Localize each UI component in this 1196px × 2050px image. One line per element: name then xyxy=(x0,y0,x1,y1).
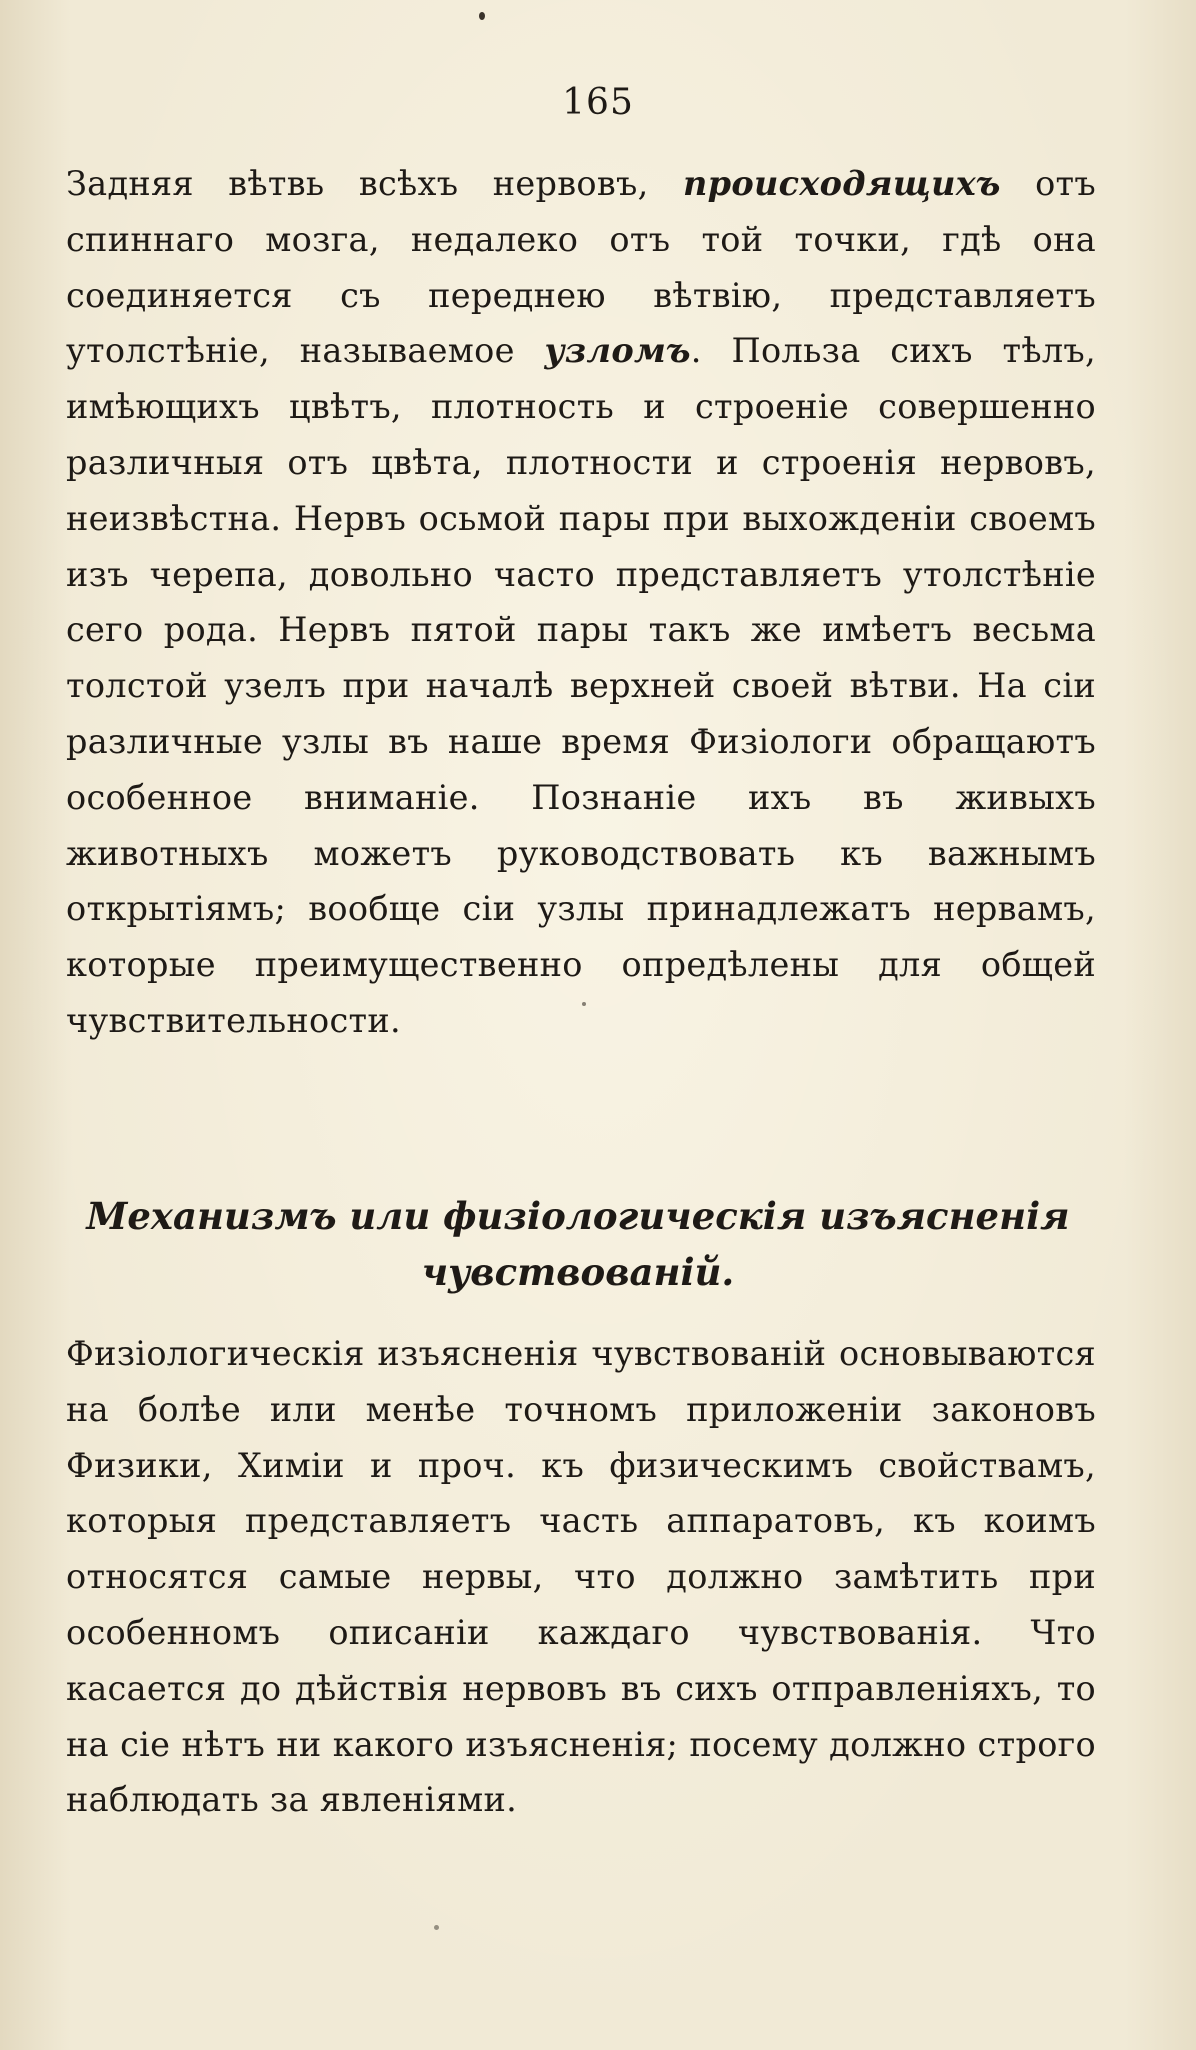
paragraph-1-text-a: Задняя вѣтвь всѣхъ нервовъ, xyxy=(66,164,683,203)
emphasis-proiskhodyashchikh: происходящихъ xyxy=(682,164,1001,203)
paragraph-nerve-ganglia xyxy=(66,156,1096,1049)
section-heading-line-2: чувствованій. xyxy=(421,1250,735,1294)
paragraph-physiological-explanations: Физіологическія изъясненія чувствованій основываются на болѣе или менѣе точномъ приложеніи законовъ Физики, Химіи и проч. къ физическимъ свойствамъ, которыя представляетъ часть аппаратовъ, къ коимъ относятся самые нервы, что должно замѣтить при особенномъ описаніи каждаго чувствованія. Что касается до дѣйствія нервовъ въ сихъ отправленіяхъ, то на сіе нѣтъ ни какого изъясненія; посему должно строго наблюдать за явленіями. xyxy=(66,1334,1096,1820)
page-number: 165 xyxy=(562,82,634,123)
paragraph-1-text-c: . Польза сихъ тѣлъ, имѣющихъ цвѣтъ, плотность и строеніе совершенно различныя отъ цвѣта, плотности и строенія нервовъ, неизвѣстна. Нервъ осьмой пары при выхожденіи своемъ изъ черепа, довольно часто представляетъ утолстѣніе сего рода. Нервъ пятой пары такъ же имѣетъ весьма толстой узелъ при началѣ верхней своей вѣтви. На сіи различные узлы въ наше время Физіологи обращаютъ особенное вниманіе. Познаніе ихъ въ живыхъ животныхъ можетъ руководствовать къ важнымъ открытіямъ; вообще сіи узлы принадлежатъ нервамъ, которые преимущественно опредѣлены для общей чувствительности. xyxy=(66,331,1096,1040)
emphasis-uzlom: узломъ xyxy=(544,331,691,371)
section-heading xyxy=(60,1188,1096,1300)
ink-speck-top xyxy=(479,12,485,20)
paragraph-1-text-b: отъ спиннаго мозга, недалеко отъ той точки, гдѣ она соединяется съ переднею вѣтвію, представляетъ утолстѣніе, называемое xyxy=(66,164,1096,371)
section-heading-line-1: Механизмъ или физіологическія изъясненія xyxy=(86,1194,1070,1238)
ink-speck-bottom xyxy=(434,1925,439,1930)
